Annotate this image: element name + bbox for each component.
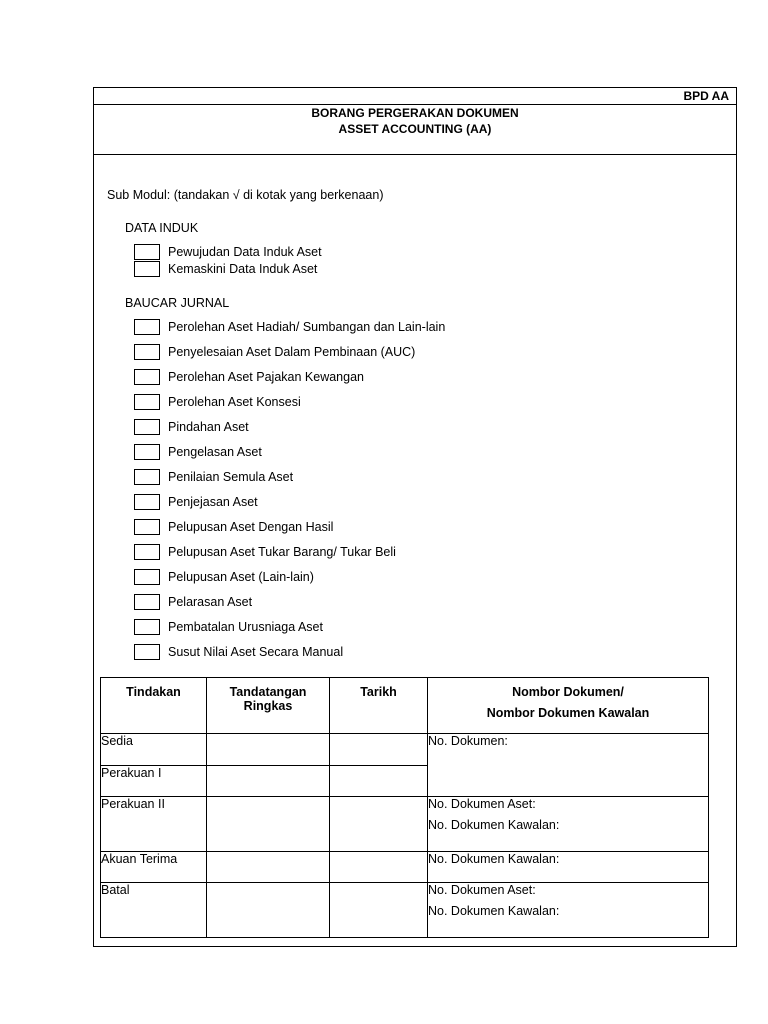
form-title-line1: BORANG PERGERAKAN DOKUMEN xyxy=(311,106,519,120)
header-tandatangan: Tandatangan Ringkas xyxy=(207,678,330,734)
title-divider xyxy=(94,154,736,155)
option-label: Pindahan Aset xyxy=(168,420,249,434)
document-number-cell[interactable]: No. Dokumen: xyxy=(428,734,709,797)
checkbox-option[interactable] xyxy=(134,419,160,435)
option-label: Pelarasan Aset xyxy=(168,595,253,609)
checkbox-option[interactable] xyxy=(134,569,160,585)
row-label-perakuan-1: Perakuan I xyxy=(101,766,207,797)
option-label: Perolehan Aset Pajakan Kewangan xyxy=(168,370,364,384)
approval-table xyxy=(100,677,709,938)
option-label: Perolehan Aset Konsesi xyxy=(168,395,301,409)
signature-cell[interactable] xyxy=(207,766,330,797)
checkbox-option[interactable] xyxy=(134,469,160,485)
table-row xyxy=(101,797,709,852)
date-cell[interactable] xyxy=(330,852,428,883)
row-label-akuan-terima: Akuan Terima xyxy=(101,852,207,883)
option-label: Susut Nilai Aset Secara Manual xyxy=(168,645,344,659)
date-cell[interactable] xyxy=(330,734,428,766)
option-label: Penjejasan Aset xyxy=(168,495,258,509)
document-number-cell[interactable]: No. Dokumen Kawalan: xyxy=(428,852,709,883)
table-header-row xyxy=(101,678,709,734)
signature-cell[interactable] xyxy=(207,797,330,852)
option-label: Pelupusan Aset Tukar Barang/ Tukar Beli xyxy=(168,545,396,559)
option-label: Pembatalan Urusniaga Aset xyxy=(168,620,323,634)
baucar-jurnal-heading: BAUCAR JURNAL xyxy=(125,296,230,310)
header-divider xyxy=(94,104,736,105)
date-cell[interactable] xyxy=(330,883,428,938)
row-label-perakuan-2: Perakuan II xyxy=(101,797,207,852)
option-label: Penyelesaian Aset Dalam Pembinaan (AUC) xyxy=(168,345,416,359)
checkbox-option[interactable] xyxy=(134,644,160,660)
data-induk-heading: DATA INDUK xyxy=(125,221,199,235)
option-label: Kemaskini Data Induk Aset xyxy=(168,262,318,276)
checkbox-option[interactable] xyxy=(134,444,160,460)
option-label: Pelupusan Aset (Lain-lain) xyxy=(168,570,314,584)
option-label: Pewujudan Data Induk Aset xyxy=(168,245,322,259)
checkbox-option[interactable] xyxy=(134,619,160,635)
checkbox-option[interactable] xyxy=(134,594,160,610)
document-number-cell[interactable]: No. Dokumen Aset: No. Dokumen Kawalan: xyxy=(428,797,709,852)
document-code: BPD AA xyxy=(683,89,729,103)
checkbox-pewujudan[interactable] xyxy=(134,244,160,260)
header-nombor-dokumen: Nombor Dokumen/ Nombor Dokumen Kawalan xyxy=(428,678,709,734)
table-row xyxy=(101,734,709,766)
sub-module-instruction: Sub Modul: (tandakan √ di kotak yang berkenaan) xyxy=(107,188,384,202)
option-label: Pelupusan Aset Dengan Hasil xyxy=(168,520,334,534)
option-label: Perolehan Aset Hadiah/ Sumbangan dan Lain-lain xyxy=(168,320,446,334)
checkbox-kemaskini[interactable] xyxy=(134,261,160,277)
signature-cell[interactable] xyxy=(207,734,330,766)
signature-cell[interactable] xyxy=(207,883,330,938)
document-number-cell[interactable]: No. Dokumen Aset: No. Dokumen Kawalan: xyxy=(428,883,709,938)
signature-cell[interactable] xyxy=(207,852,330,883)
option-label: Pengelasan Aset xyxy=(168,445,262,459)
checkbox-option[interactable] xyxy=(134,519,160,535)
row-label-sedia: Sedia xyxy=(101,734,207,766)
date-cell[interactable] xyxy=(330,766,428,797)
date-cell[interactable] xyxy=(330,797,428,852)
checkbox-option[interactable] xyxy=(134,344,160,360)
form-title-line2: ASSET ACCOUNTING (AA) xyxy=(338,122,492,136)
header-tarikh: Tarikh xyxy=(330,678,428,734)
checkbox-option[interactable] xyxy=(134,394,160,410)
option-label: Penilaian Semula Aset xyxy=(168,470,294,484)
checkbox-option[interactable] xyxy=(134,494,160,510)
header-tindakan: Tindakan xyxy=(101,678,207,734)
checkbox-option[interactable] xyxy=(134,544,160,560)
row-label-batal: Batal xyxy=(101,883,207,938)
table-row xyxy=(101,883,709,938)
checkbox-option[interactable] xyxy=(134,319,160,335)
table-row xyxy=(101,852,709,883)
checkbox-option[interactable] xyxy=(134,369,160,385)
